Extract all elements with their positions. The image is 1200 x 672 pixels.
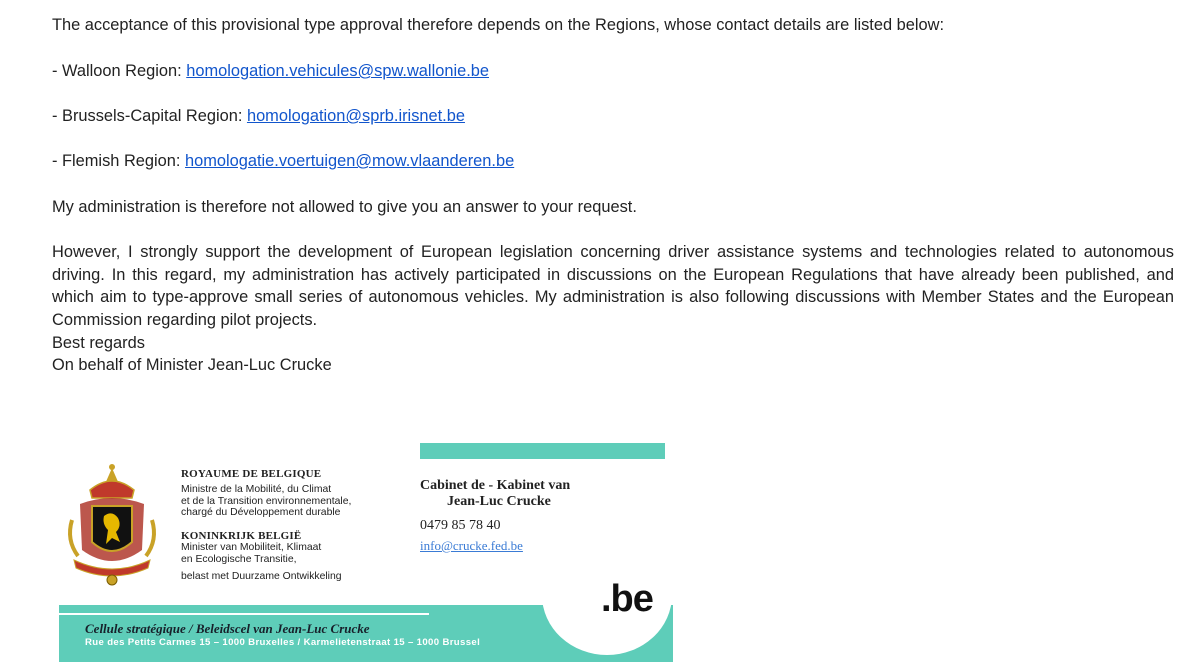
- paragraph-intro: The acceptance of this provisional type approval therefore depends on the Regions, whose contact details are listed below:: [52, 16, 945, 34]
- minister-title-fr: [181, 484, 351, 519]
- kingdom-title-fr: ROYAUME DE BELGIQUE: [181, 468, 322, 480]
- minister-title-line: Ministre de la Mobilité, du Climat: [181, 484, 332, 495]
- closing-regards: Best regards: [52, 334, 145, 352]
- email-link-brussels[interactable]: homologation@sprb.irisnet.be: [246, 107, 465, 125]
- signature-top-bar: [420, 443, 665, 459]
- cabinet-email-link[interactable]: info@crucke.fed.be: [420, 538, 523, 553]
- belgian-coat-of-arms-icon: [62, 460, 162, 590]
- region-label: - Flemish Region:: [52, 152, 185, 170]
- banner-title: Cellule stratégique / Beleidscel van Jean-Luc Crucke: [85, 621, 370, 636]
- signature-banner: [59, 605, 673, 662]
- minister-title-line: et de la Transition environnementale,: [181, 495, 352, 507]
- minister-title-line: chargé du Développement durable: [181, 507, 341, 519]
- email-link-walloon[interactable]: homologation.vehicules@spw.wallonie.be: [186, 62, 489, 80]
- minister-title-nl: [181, 542, 321, 565]
- minister-title-nl-last: belast met Duurzame Ontwikkeling: [181, 571, 342, 582]
- cabinet-name: Jean-Luc Crucke: [447, 494, 551, 509]
- minister-title-line: Minister van Mobiliteit, Klimaat: [181, 542, 322, 553]
- be-logo: .be: [601, 578, 653, 620]
- closing-behalf: On behalf of Minister Jean-Luc Crucke: [52, 356, 332, 374]
- cabinet-phone: 0479 85 78 40: [420, 518, 501, 533]
- minister-title-line: en Ecologische Transitie,: [181, 553, 297, 565]
- banner-divider: [59, 613, 429, 615]
- paragraph-not-allowed: My administration is therefore not allowed to give you an answer to your request.: [52, 198, 637, 216]
- cabinet-title: Cabinet de - Kabinet van: [420, 478, 571, 493]
- email-link-flemish[interactable]: homologatie.voertuigen@mow.vlaanderen.be: [185, 152, 515, 170]
- paragraph-support: However, I strongly support the development of European legislation concerning driver assistance systems and technologies related to autonomous driving. In this regard, my administration has actively participated in discussions on the European Regulations that have already been published, and which aim to type-approve small series of autonomous vehicles. My administration is also following discussions with Member States and the European Commission regarding pilot projects.: [52, 243, 1174, 329]
- region-label: - Brussels-Capital Region:: [52, 107, 247, 125]
- region-walloon: [52, 60, 489, 83]
- email-signature: [52, 430, 677, 666]
- region-flemish: [52, 150, 514, 173]
- region-brussels: [52, 105, 465, 128]
- banner-address: Rue des Petits Carmes 15 – 1000 Bruxelles / Karmelietenstraat 15 – 1000 Brussel: [85, 637, 481, 648]
- kingdom-title-nl: KONINKRIJK BELGIË: [181, 530, 302, 542]
- region-label: - Walloon Region:: [52, 62, 187, 80]
